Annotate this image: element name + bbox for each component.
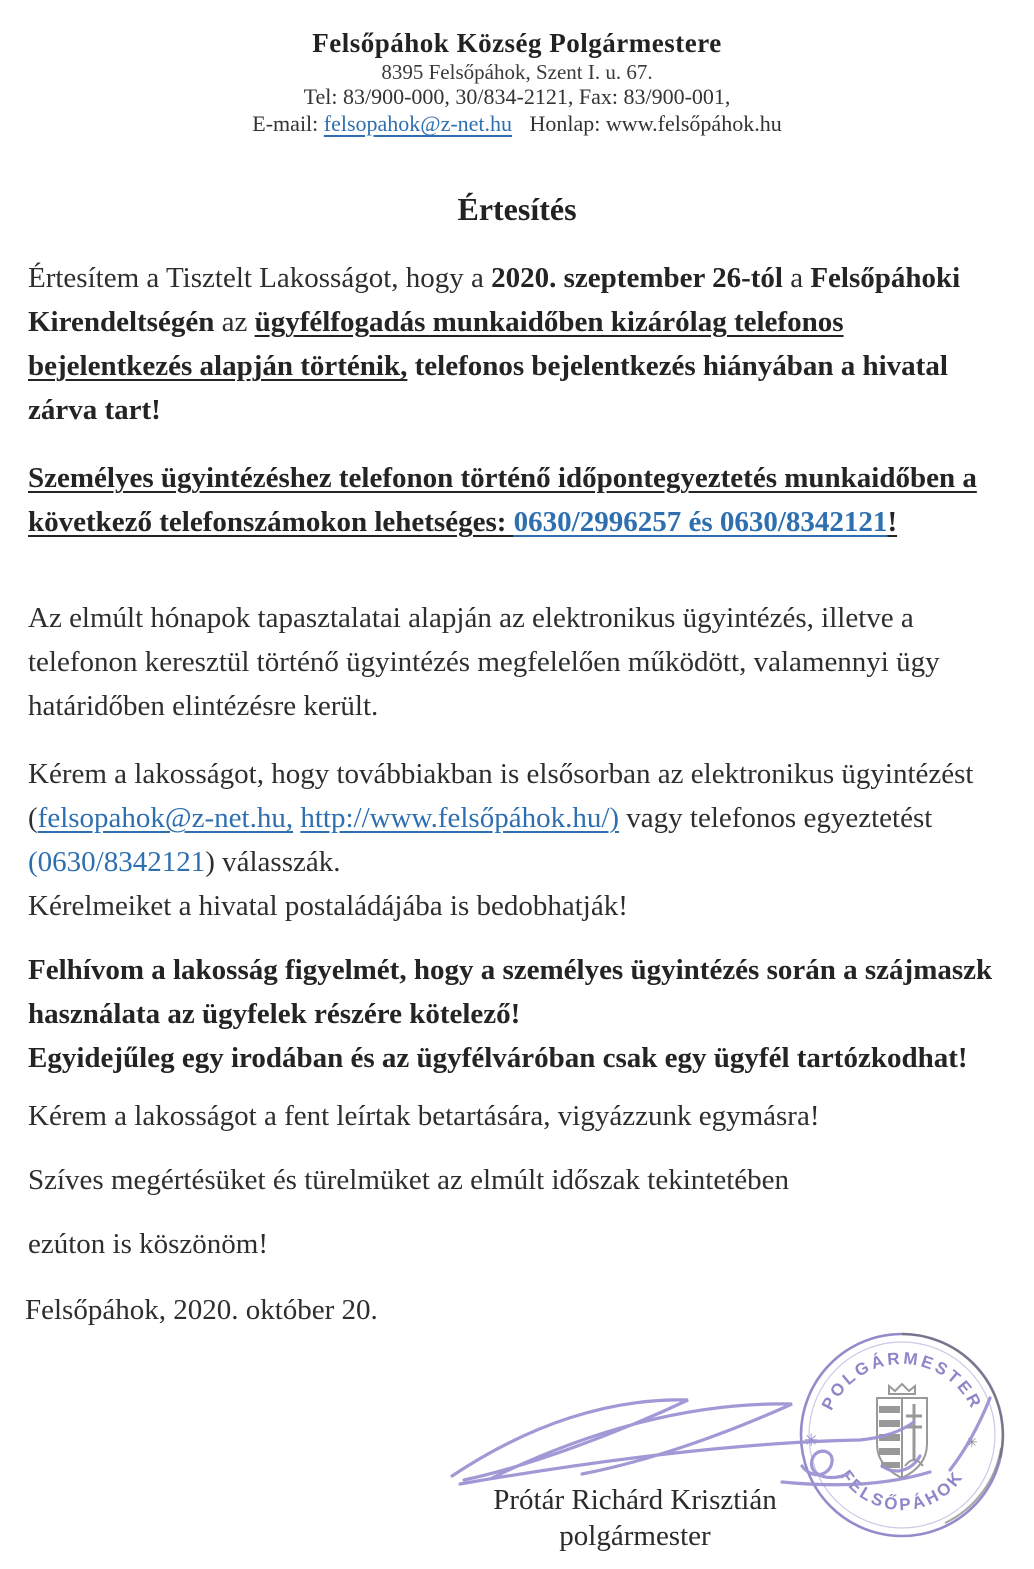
intro-closed-warning: telefonos bejelentkezés hiányában a hivatal zárva tart! [28,350,948,426]
request-text-3: ) válasszák. [205,846,341,878]
paragraph-mask-rules [28,948,994,1080]
request-email-link[interactable]: felsopahok@z-net.hu, [37,802,294,834]
email-label: E-mail: [252,111,319,136]
intro-text-3: az [214,306,255,338]
intro-text-1: Értesítem a Tisztelt Lakosságot, hogy a [28,262,492,294]
mask-rule-line: Felhívom a lakosság figyelmét, hogy a személyes ügyintézés során a szájmaszk használata az ügyfelek részére kötelező! [28,954,993,1030]
paragraph-appointment [28,456,994,544]
stamp-top-text: POLGÁRMESTER [817,1348,986,1414]
paragraph-intro [28,256,994,432]
email-link[interactable]: felsopahok@z-net.hu [323,111,513,136]
notice-title: Értesítés [457,191,577,227]
stamp-bottom-text: FELSŐPÁHOK [836,1466,968,1515]
paragraph-compliance: Kérem a lakosságot a fent leírtak betartására, vigyázzunk egymásra! [28,1100,820,1132]
intro-text-2: a [782,262,811,294]
appointment-text: Személyes ügyintézéshez telefonon történő időpontegyeztetés munkaidőben a következő telefonszámokon lehetséges: [28,462,977,538]
one-client-rule-line: Egyidejűleg egy irodában és az ügyfélváróban csak egy ügyfél tartózkodhat! [28,1042,968,1074]
org-address: 8395 Felsőpáhok, Szent I. u. 67. [381,60,653,84]
appointment-exclamation: ! [887,506,898,538]
signature-block [430,1482,840,1554]
request-phone-number[interactable]: (0630/8342121 [28,846,206,878]
paragraph-thanks-1: Szíves megértésüket és türelmüket az elmúlt időszak tekintetében [28,1164,789,1196]
intro-rule-underlined: ügyfélfogadás munkaidőben kizárólag telefonos bejelentkezés alapján történik, [28,306,844,382]
request-text-2: vagy telefonos egyeztetést [619,802,933,834]
org-contact-line [0,110,1034,137]
request-text-1: Kérem a lakosságot, hogy továbbiakban is elsősorban az elektronikus ügyintézést ( [28,758,974,834]
intro-office-bold: Felsőpáhoki Kirendeltségén [28,262,961,338]
paragraph-request [28,752,994,928]
appointment-phone-numbers[interactable]: 0630/2996257 és 0630/8342121 [513,506,888,538]
signer-role: polgármester [559,1520,711,1552]
letterhead [0,0,1034,137]
org-name: Felsőpáhok Község Polgármestere [312,28,722,58]
date-line: Felsőpáhok, 2020. október 20. [25,1294,378,1326]
signer-name: Prótár Richárd Krisztián [493,1484,777,1516]
org-phone-fax: Tel: 83/900-000, 30/834-2121, Fax: 83/900-001, [303,84,731,109]
stamp-star-right-icon: ✳ [966,1436,978,1451]
request-mailbox-line: Kérelmeiket a hivatal postaládájába is bedobhatják! [28,890,628,922]
stamp-star-left-icon: ✳ [804,1431,819,1450]
homepage-label: Honlap: www.felsőpáhok.hu [529,111,782,136]
intro-date-bold: 2020. szeptember 26-tól [491,262,783,294]
request-website-link[interactable]: http://www.felsőpáhok.hu/) [300,802,620,834]
paragraph-experience: Az elmúlt hónapok tapasztalatai alapján az elektronikus ügyintézés, illetve a telefonon keresztül történő ügyintézés megfelelően működött, valamennyi ügy határidőben elintézésre került. [28,602,940,722]
paragraph-thanks-2: ezúton is köszönöm! [28,1228,269,1260]
